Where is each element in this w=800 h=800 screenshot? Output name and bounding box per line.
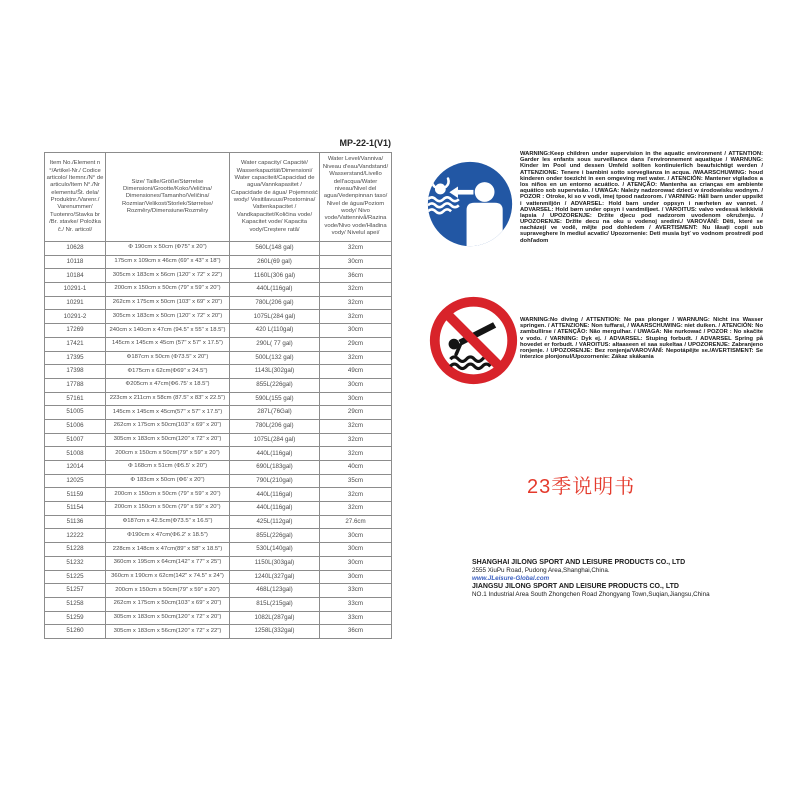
size-cell: 200cm x 150cm x 50cm (79" x 59" x 20") bbox=[106, 283, 230, 297]
item-no-cell: 10184 bbox=[45, 269, 106, 283]
table-row bbox=[45, 597, 392, 611]
table-header-row bbox=[45, 153, 392, 242]
capacity-cell: 1082L(287gal) bbox=[230, 611, 320, 625]
capacity-cell: 1258L(332gal) bbox=[230, 625, 320, 639]
table-row bbox=[45, 351, 392, 365]
water-level-cell: 30cm bbox=[320, 324, 392, 338]
capacity-cell: 815L(215gal) bbox=[230, 597, 320, 611]
col-header-water-level: Water Level/Vanniva/ Niveau d'eau/Vandstand/ Wasserstand/Livello dell'acqua/Water niveau/Nivel del agua/Vedenpinnan taso/ Nivel de água/Poziom wody/ Nivo vode/Vattennivå/Razina vode/Nivo vode/Hladina vody/ Nivelul apei/ bbox=[320, 153, 392, 242]
table-row bbox=[45, 324, 392, 338]
item-no-cell: 51136 bbox=[45, 515, 106, 529]
capacity-cell: 290L( 77 gal) bbox=[230, 337, 320, 351]
size-cell: 200cm x 150cm x 50cm (79" x 59" x 20") bbox=[106, 488, 230, 502]
model-code: MP-22-1(V1) bbox=[339, 138, 391, 148]
water-level-cell: 30cm bbox=[320, 570, 392, 584]
water-level-cell: 32cm bbox=[320, 488, 392, 502]
size-cell: Φ205cm x 47cm(Φ6.75' x 18.5") bbox=[106, 378, 230, 392]
col-header-water-capacity: Water capacity/ Capacité/ Wasserkapazität/Dimensioni/ Water capaciteit/Capacidad de agua/Vannkapasitet / Capacidade de água/ Pojemność wody/ Vesitilavuus/Prostornina/ Vattenkapacitet / Vandkapacitet/Količina vode/ Kapacitet vode/ Kapacita vody/Creștere rată/ bbox=[230, 153, 320, 242]
item-no-cell: 51159 bbox=[45, 488, 106, 502]
table-row bbox=[45, 515, 392, 529]
water-level-cell: 32cm bbox=[320, 310, 392, 324]
col-header-item-no: Item No./Element n °/Artikel-Nr./ Codice articolo/ Itemnr./N° de articulo/Item N°./Nr elementu/Št. dela/ Produktnr./Varenr./ Varenummer/ Tuotenro/Stavka br /Br. stavke/ Položka č./ Nr. articol/ bbox=[45, 153, 106, 242]
size-cell: 200cm x 150cm x 50cm (79" x 59" x 20") bbox=[106, 502, 230, 516]
item-no-cell: 57161 bbox=[45, 392, 106, 406]
capacity-cell: 530L(140gal) bbox=[230, 543, 320, 557]
water-level-cell: 32cm bbox=[320, 283, 392, 297]
water-level-cell: 36cm bbox=[320, 625, 392, 639]
capacity-cell: 420 L(110gal) bbox=[230, 324, 320, 338]
company-address: NO.1 Industrial Area South Zhongchen Road Zhongyang Town,Suqian,Jiangsu,China bbox=[472, 591, 710, 599]
water-level-cell: 33cm bbox=[320, 611, 392, 625]
item-no-cell: 51257 bbox=[45, 584, 106, 598]
capacity-cell: 855L(226gal) bbox=[230, 529, 320, 543]
item-no-cell: 17269 bbox=[45, 324, 106, 338]
size-cell: Φ175cm x 62cm(Φ69" x 24.5") bbox=[106, 365, 230, 379]
table-row bbox=[45, 570, 392, 584]
size-cell: Φ187cm x 50cm (Φ73.5" x 20") bbox=[106, 351, 230, 365]
table-row bbox=[45, 433, 392, 447]
water-level-cell: 40cm bbox=[320, 461, 392, 475]
item-no-cell: 12222 bbox=[45, 529, 106, 543]
size-cell: 262cm x 175cm x 50cm(103" x 69" x 20") bbox=[106, 419, 230, 433]
capacity-cell: 780L(206 gal) bbox=[230, 419, 320, 433]
table-row bbox=[45, 406, 392, 420]
table-row bbox=[45, 447, 392, 461]
water-level-cell: 29cm bbox=[320, 337, 392, 351]
capacity-cell: 500L(132 gal) bbox=[230, 351, 320, 365]
water-level-cell: 30cm bbox=[320, 378, 392, 392]
water-level-cell: 30cm bbox=[320, 543, 392, 557]
item-no-cell: 10291 bbox=[45, 296, 106, 310]
item-no-cell: 12014 bbox=[45, 461, 106, 475]
capacity-cell: 440L(116gal) bbox=[230, 283, 320, 297]
capacity-cell: 590L(155 gal) bbox=[230, 392, 320, 406]
table-row bbox=[45, 488, 392, 502]
table-row bbox=[45, 337, 392, 351]
capacity-cell: 1150L(303gal) bbox=[230, 556, 320, 570]
size-cell: 200cm x 150cm x 50cm(79" x 59" x 20") bbox=[106, 584, 230, 598]
table-row bbox=[45, 378, 392, 392]
size-cell: 305cm x 183cm x 50cm (120" x 72" x 20") bbox=[106, 310, 230, 324]
item-no-cell: 17395 bbox=[45, 351, 106, 365]
capacity-cell: 440L(116gal) bbox=[230, 447, 320, 461]
capacity-cell: 260L(69 gal) bbox=[230, 255, 320, 269]
item-no-cell: 51007 bbox=[45, 433, 106, 447]
capacity-cell: 1143L(302gal) bbox=[230, 365, 320, 379]
item-no-cell: 51006 bbox=[45, 419, 106, 433]
company-name: JIANGSU JILONG SPORT AND LEISURE PRODUCTS CO., LTD bbox=[472, 583, 679, 590]
item-no-cell: 51228 bbox=[45, 543, 106, 557]
size-cell: 223cm x 211cm x 58cm (87.5" x 83" x 22.5") bbox=[106, 392, 230, 406]
size-cell: Φ 190cm x 50cm (Φ75" x 20") bbox=[106, 242, 230, 256]
spec-table bbox=[44, 152, 392, 639]
table-row bbox=[45, 529, 392, 543]
water-level-cell: 36cm bbox=[320, 269, 392, 283]
company-name: SHANGHAI JILONG SPORT AND LEISURE PRODUCTS CO., LTD bbox=[472, 559, 686, 566]
item-no-cell: 51154 bbox=[45, 502, 106, 516]
water-level-cell: 49cm bbox=[320, 365, 392, 379]
table-row bbox=[45, 283, 392, 297]
no-diving-icon bbox=[429, 296, 518, 385]
capacity-cell: 468L(123gal) bbox=[230, 584, 320, 598]
capacity-cell: 855L(226gal) bbox=[230, 378, 320, 392]
capacity-cell: 690L(183gal) bbox=[230, 461, 320, 475]
water-level-cell: 32cm bbox=[320, 447, 392, 461]
size-cell: 305cm x 183cm x 50cm(120" x 72" x 20") bbox=[106, 611, 230, 625]
item-no-cell: 51005 bbox=[45, 406, 106, 420]
water-level-cell: 33cm bbox=[320, 597, 392, 611]
item-no-cell: 17421 bbox=[45, 337, 106, 351]
water-level-cell: 30cm bbox=[320, 529, 392, 543]
capacity-cell: 780L(206 gal) bbox=[230, 296, 320, 310]
capacity-cell: 440L(116gal) bbox=[230, 488, 320, 502]
capacity-cell: 1075L(284 gal) bbox=[230, 433, 320, 447]
size-cell: 145cm x 145cm x 45cm (57" x 57" x 17.5") bbox=[106, 337, 230, 351]
size-cell: Φ187cm x 42.5cm(Φ73.5" x 16.5") bbox=[106, 515, 230, 529]
item-no-cell: 51232 bbox=[45, 556, 106, 570]
item-no-cell: 10291-1 bbox=[45, 283, 106, 297]
table-row bbox=[45, 296, 392, 310]
table-row bbox=[45, 310, 392, 324]
item-no-cell: 17398 bbox=[45, 365, 106, 379]
capacity-cell: 1160L(306 gal) bbox=[230, 269, 320, 283]
table-row bbox=[45, 543, 392, 557]
water-level-cell: 33cm bbox=[320, 584, 392, 598]
season-note: 23季说明书 bbox=[527, 476, 636, 498]
water-level-cell: 32cm bbox=[320, 419, 392, 433]
size-cell: Φ190cm x 47cm(Φ6.2' x 18.5") bbox=[106, 529, 230, 543]
table-row bbox=[45, 365, 392, 379]
size-cell: 305cm x 183cm x 56cm (120" x 72" x 22") bbox=[106, 269, 230, 283]
item-no-cell: 51225 bbox=[45, 570, 106, 584]
capacity-cell: 425L(112gal) bbox=[230, 515, 320, 529]
item-no-cell: 12025 bbox=[45, 474, 106, 488]
capacity-cell: 560L(148 gal) bbox=[230, 242, 320, 256]
table-row bbox=[45, 474, 392, 488]
size-cell: Φ 168cm x 51cm (Φ5.5' x 20") bbox=[106, 461, 230, 475]
item-no-cell: 51260 bbox=[45, 625, 106, 639]
table-row bbox=[45, 625, 392, 639]
water-level-cell: 29cm bbox=[320, 406, 392, 420]
capacity-cell: 1075L(284 gal) bbox=[230, 310, 320, 324]
capacity-cell: 287L(76Gal) bbox=[230, 406, 320, 420]
item-no-cell: 10628 bbox=[45, 242, 106, 256]
table-row bbox=[45, 419, 392, 433]
size-cell: 200cm x 150cm x 50cm(79" x 59" x 20") bbox=[106, 447, 230, 461]
table-row bbox=[45, 584, 392, 598]
table-row bbox=[45, 269, 392, 283]
capacity-cell: 1240L(327gal) bbox=[230, 570, 320, 584]
water-level-cell: 32cm bbox=[320, 502, 392, 516]
keep-children-supervised-icon bbox=[427, 161, 513, 247]
company-website-link[interactable]: www.JLeisure-Global.com bbox=[472, 575, 550, 583]
size-cell: 145cm x 145cm x 45cm(57" x 57" x 17.5") bbox=[106, 406, 230, 420]
capacity-cell: 790L(210gal) bbox=[230, 474, 320, 488]
water-level-cell: 30cm bbox=[320, 255, 392, 269]
item-no-cell: 51008 bbox=[45, 447, 106, 461]
company-address: 2555 XiuPu Road, Pudong Area,Shanghai,China. bbox=[472, 567, 610, 575]
item-no-cell: 51259 bbox=[45, 611, 106, 625]
size-cell: 360cm x 190cm x 62cm(142" x 74.5" x 24") bbox=[106, 570, 230, 584]
water-level-cell: 32cm bbox=[320, 296, 392, 310]
water-level-cell: 35cm bbox=[320, 474, 392, 488]
capacity-cell: 440L(116gal) bbox=[230, 502, 320, 516]
size-cell: 228cm x 148cm x 47cm(89" x 58" x 18.5") bbox=[106, 543, 230, 557]
water-level-cell: 32cm bbox=[320, 351, 392, 365]
warning-no-diving-text: WARNING:No diving / ATTENTION: Ne pas plonger / WARNUNG: Nicht ins Wasser springen. / ATTENZIONE: Non tuffarsi, / WAARSCHUWING: niet duiken. / ATENCIÓN: No zambullirse / ATENÇÃO: Não mergulhar. / UWAGA: Nie nurkować / POZOR : No skačite v vodo. / VARNING: Dyk ej. / ADVARSEL: Stuping forbudt. / ADVARSEL Spring på hovedet er forbudt. / VAROITUS: altaaseen ei saa sukeltaa / UPOZORENJE: Zabranjeno ronjenje. / UPOZORENJE: Bez ronjenja/VAROVÁNÍ: Nepotápějte se./AVERTISMENT: Se interzice plonjonul/Upozornenie: Zákaz skákania bbox=[520, 317, 763, 361]
table-row bbox=[45, 461, 392, 475]
table-row bbox=[45, 556, 392, 570]
size-cell: 175cm x 109cm x 46cm (69" x 43" x 18") bbox=[106, 255, 230, 269]
size-cell: 305cm x 183cm x 56cm(120" x 72" x 22") bbox=[106, 625, 230, 639]
item-no-cell: 51258 bbox=[45, 597, 106, 611]
table-row bbox=[45, 242, 392, 256]
water-level-cell: 30cm bbox=[320, 556, 392, 570]
item-no-cell: 10118 bbox=[45, 255, 106, 269]
water-level-cell: 27.6cm bbox=[320, 515, 392, 529]
size-cell: 360cm x 195cm x 64cm(142" x 77" x 25") bbox=[106, 556, 230, 570]
water-level-cell: 32cm bbox=[320, 433, 392, 447]
water-level-cell: 30cm bbox=[320, 392, 392, 406]
table-row bbox=[45, 392, 392, 406]
warning-supervision-text: WARNING:Keep children under supervision in the aquatic environment / ATTENTION: Garder les enfants sous surveillance dans l'environnement aquatique / WARNUNG: Kinder im Pool und dessen Umfeld sollten kontinuierlich beaufsichtigt werden / ATTENZIONE: Tenere i bambini sotto sorveglianza in acqua. /WAARSCHUWING: houd kinderen onder toezicht in een omgeving met water. / ATENCIÓN: Mantener vigilados a los niños en un entorno acuático. / ATENÇÃO: Mantenha as crianças em ambiente aquático sob supervisão. / UWAGA: Należy nadzorować dzieci w środowisku wodnym. / POZOR : Otroke, ki so v vodi, imej tpood nadzorom. / VARNING: Håll barn under uppsikt i vattenmiljön / ADVARSEL: Hold barn under oppsyn i nærheten av vannet. / ADVARSEL: Hold børn under opsyn i vandmiljøet. / VAROITUS: valvo vedessä leikkiviä lapsia / UPOZORENJE: Držite djecu pod nadzorom uvodenom okruženju. / UPOZORENJE: Držite decu na oku u vodenoj sredini./ VAROVÁNÍ: Děti, které se nacházejí ve vodě, mějte pod dohledem / AVERTISMENT: Nu lăsați copii sub supraveghere în mediul acvatic/ Upozornenie: Deti musia byť vo vodnom prostredí pod dohľadom bbox=[520, 151, 763, 244]
table-row bbox=[45, 255, 392, 269]
item-no-cell: 17788 bbox=[45, 378, 106, 392]
size-cell: 240cm x 140cm x 47cm (94.5" x 55" x 18.5") bbox=[106, 324, 230, 338]
table-row bbox=[45, 502, 392, 516]
size-cell: Φ 183cm x 50cm (Φ6' x 20") bbox=[106, 474, 230, 488]
col-header-size: Size/ Taille/Größe/Størrelse Dimensioni/Grootte/Koko/Veličina/ Dimensiones/Tamanho/Veličina/ Rozmiar/Velikost/Storlek/Størrelse/ Rozměry/Dimensiune/Rozměry bbox=[106, 153, 230, 242]
item-no-cell: 10291-2 bbox=[45, 310, 106, 324]
size-cell: 262cm x 175cm x 50cm (103" x 69" x 20") bbox=[106, 296, 230, 310]
table-row bbox=[45, 611, 392, 625]
company-info bbox=[472, 559, 772, 599]
size-cell: 305cm x 183cm x 50cm(120" x 72" x 20") bbox=[106, 433, 230, 447]
size-cell: 262cm x 175cm x 50cm(103" x 69" x 20") bbox=[106, 597, 230, 611]
water-level-cell: 32cm bbox=[320, 242, 392, 256]
